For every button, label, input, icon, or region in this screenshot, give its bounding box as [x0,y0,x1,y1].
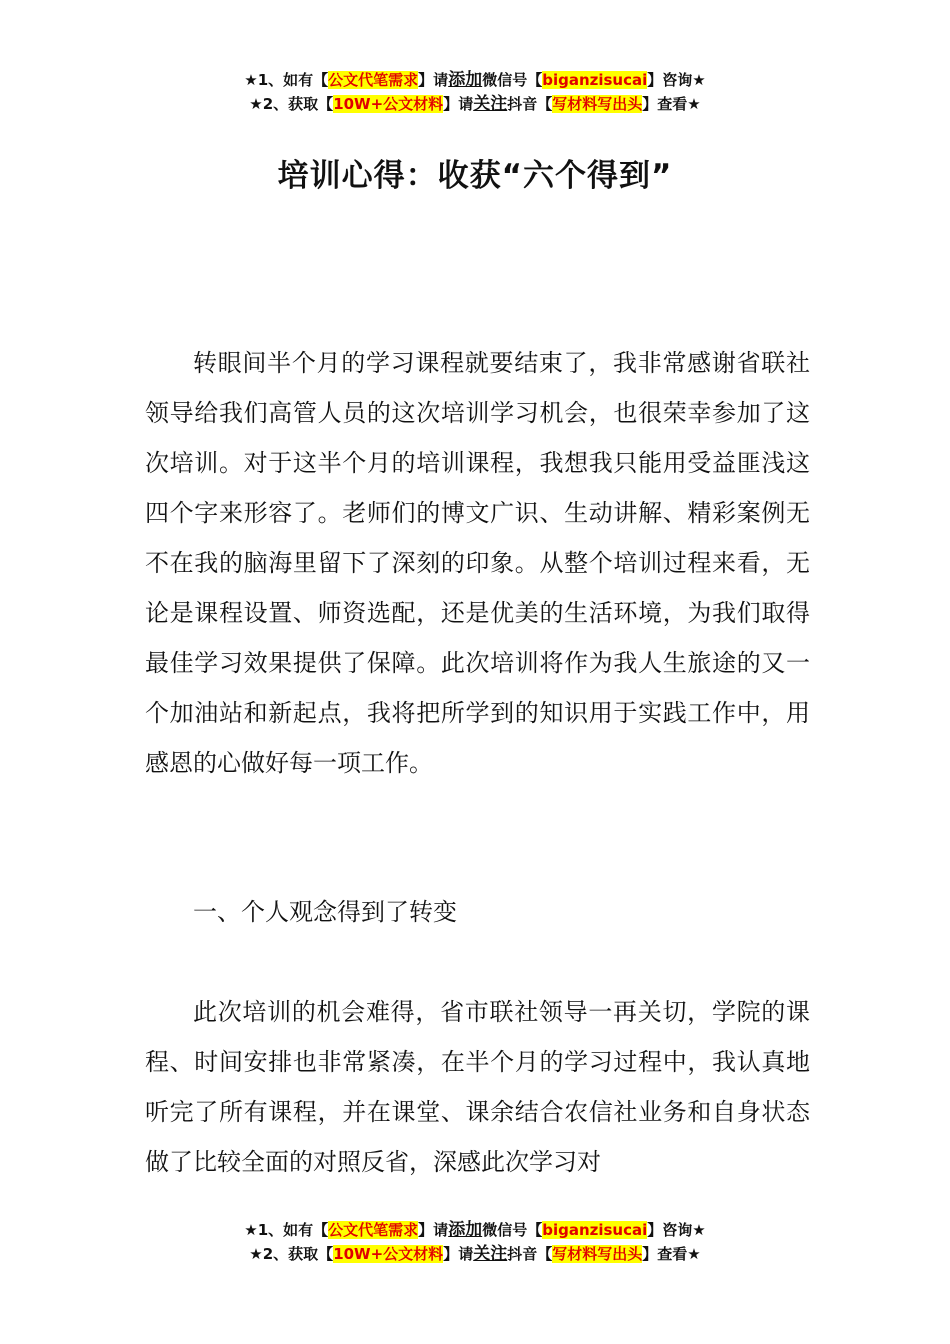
notice-text: 】请 [443,95,474,113]
highlight-wechat-id: biganzisucai [542,71,648,89]
notice-text: 微信号【 [482,1221,543,1239]
notice-text: 】查看★ [642,95,701,113]
body-section-2 [145,987,810,1187]
notice-text: 】咨询★ [647,71,706,89]
underlined-add: 添加 [448,70,483,90]
paragraph-intro: 转眼间半个月的学习课程就要结束了，我非常感谢省联社领导给我们高管人员的这次培训学习机会，也很荣幸参加了这次培训。对于这半个月的培训课程，我想我只能用受益匪浅这四个字来形容了。老师们的博文广识、生动讲解、精彩案例无不在我的脑海里留下了深刻的印象。从整个培训过程来看，无论是课程设置、师资选配，还是优美的生活环境，为我们取得最佳学习效果提供了保障。此次培训将作为我人生旅途的又一个加油站和新起点，我将把所学到的知识用于实践工作中，用感恩的心做好每一项工作。 [145,349,810,777]
notice-text: 微信号【 [482,71,543,89]
highlight-materials: 10W+公文材料 [333,95,444,113]
highlight-douyin: 写材料写出头 [552,1245,643,1263]
notice-text: ★1、如有【 [244,71,329,89]
document-title: 培训心得：收获“六个得到” [277,158,673,194]
notice-text: 】请 [418,71,449,89]
notice-text: ★1、如有【 [244,1221,329,1239]
notice-line-1 [0,1218,950,1242]
header-notice [0,68,950,116]
highlight-wechat-id: biganzisucai [542,1221,648,1239]
underlined-add: 添加 [448,1220,483,1240]
highlight-service: 公文代笔需求 [328,71,419,89]
notice-text: ★2、获取【 [249,1245,334,1263]
notice-line-2 [0,92,950,116]
underlined-follow: 关注 [473,94,508,114]
notice-text: 】查看★ [642,1245,701,1263]
notice-text: 】请 [443,1245,474,1263]
underlined-follow: 关注 [473,1244,508,1264]
notice-text: ★2、获取【 [249,95,334,113]
body-section-1 [145,338,810,788]
paragraph-section-1: 此次培训的机会难得，省市联社领导一再关切，学院的课程、时间安排也非常紧凑，在半个月的学习过程中，我认真地听完了所有课程，并在课堂、课余结合农信社业务和自身状态做了比较全面的对照反省，深感此次学习对 [145,998,810,1176]
notice-text: 】请 [418,1221,449,1239]
notice-text: 】咨询★ [647,1221,706,1239]
highlight-materials: 10W+公文材料 [333,1245,444,1263]
notice-text: 抖音【 [507,95,553,113]
body-section-heading [145,887,810,937]
notice-line-1 [0,68,950,92]
section-heading: 一、个人观念得到了转变 [193,898,457,926]
highlight-service: 公文代笔需求 [328,1221,419,1239]
notice-line-2 [0,1242,950,1266]
footer-notice [0,1218,950,1266]
highlight-douyin: 写材料写出头 [552,95,643,113]
notice-text: 抖音【 [507,1245,553,1263]
